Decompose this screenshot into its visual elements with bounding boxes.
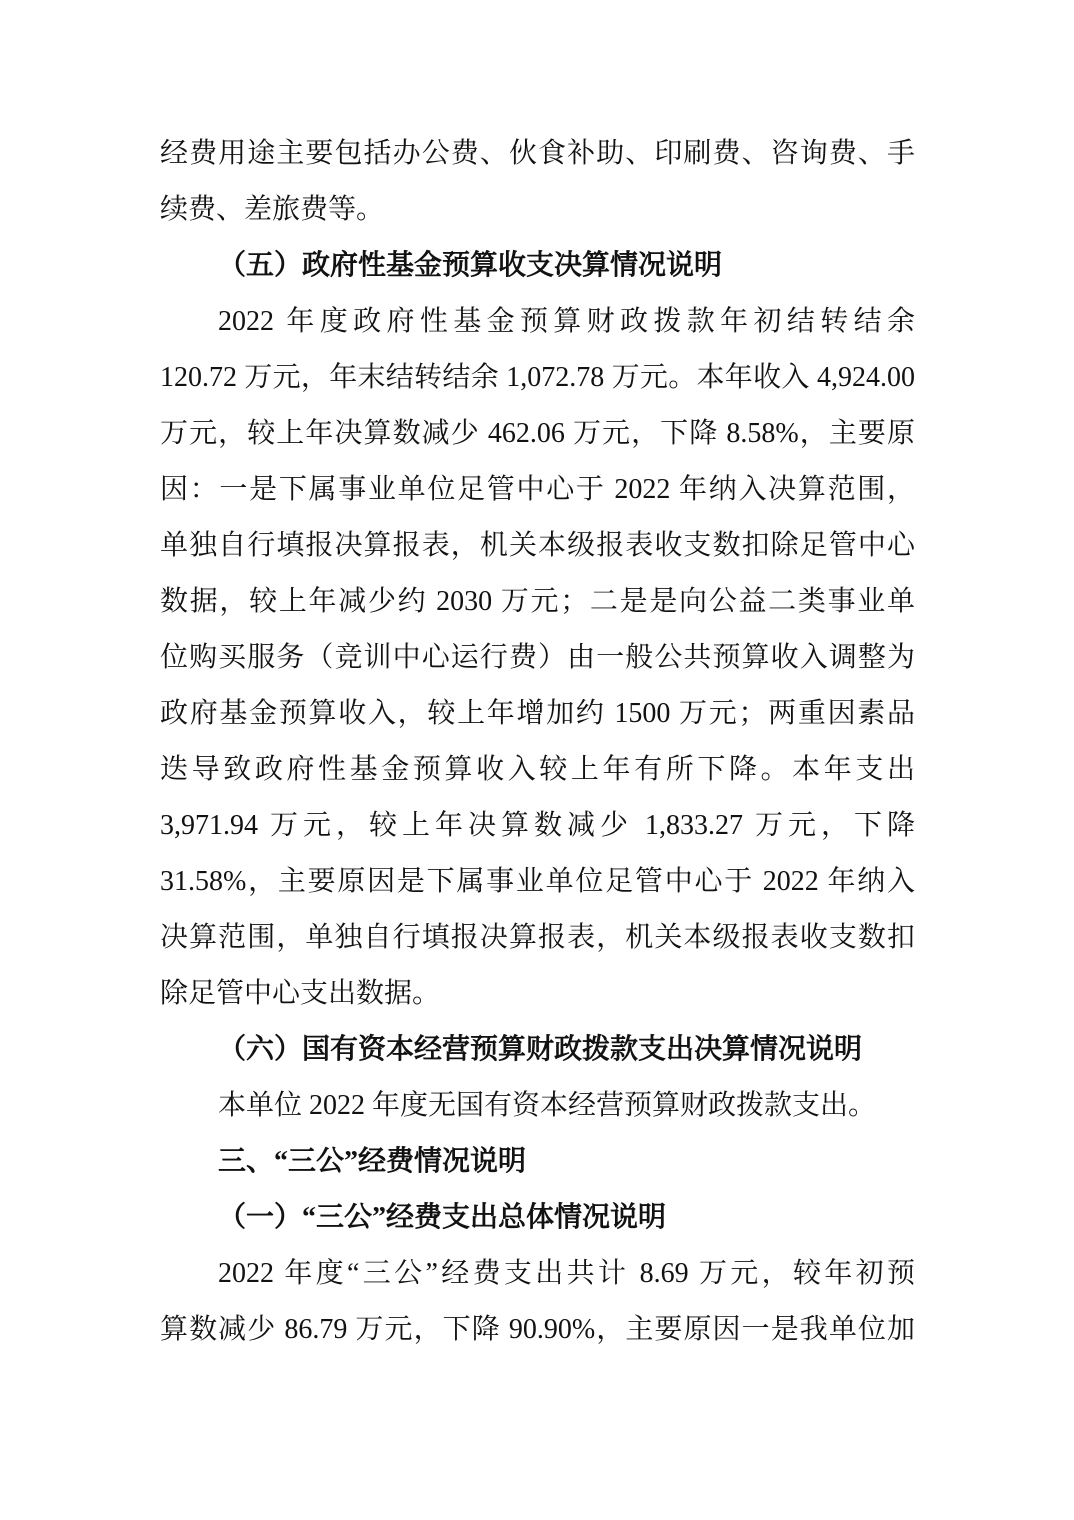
text-line: 算数减少 86.79 万元，下降 90.90%，主要原因一是我单位加 (160, 1314, 915, 1345)
heading-subsection-1: （一）“三公”经费支出总体情况说明 (218, 1202, 667, 1233)
text-line: 120.72 万元，年末结转结余 1,072.78 万元。本年收入 4,924.00 (160, 362, 915, 393)
text-line: 决算范围，单独自行填报决算报表，机关本级报表收支数扣 (160, 922, 915, 953)
text-line: 政府基金预算收入，较上年增加约 1500 万元；两重因素品 (160, 698, 915, 729)
text-line: 数据，较上年减少约 2030 万元；二是是向公益二类事业单 (160, 586, 915, 617)
text-line: 迭导致政府性基金预算收入较上年有所下降。本年支出 (160, 754, 915, 785)
text-line: 经费用途主要包括办公费、伙食补助、印刷费、咨询费、手 (160, 138, 915, 169)
text-line: 2022 年度“三公”经费支出共计 8.69 万元，较年初预 (218, 1258, 915, 1289)
text-line: 本单位 2022 年度无国有资本经营预算财政拨款支出。 (218, 1090, 877, 1121)
heading-section-5: （五）政府性基金预算收支决算情况说明 (218, 250, 723, 281)
heading-section-6: （六）国有资本经营预算财政拨款支出决算情况说明 (218, 1034, 863, 1065)
text-line: 位购买服务（竞训中心运行费）由一般公共预算收入调整为 (160, 642, 915, 673)
text-line: 因：一是下属事业单位足管中心于 2022 年纳入决算范围， (160, 474, 915, 505)
text-line: 31.58%，主要原因是下属事业单位足管中心于 2022 年纳入 (160, 866, 915, 897)
text-line: 2022 年度政府性基金预算财政拨款年初结转结余 (218, 306, 915, 337)
text-line: 续费、差旅费等。 (160, 194, 385, 225)
text-line: 除足管中心支出数据。 (160, 978, 441, 1009)
heading-part-3: 三、“三公”经费情况说明 (218, 1146, 527, 1177)
text-line: 3,971.94 万元，较上年决算数减少 1,833.27 万元，下降 (160, 810, 915, 841)
text-line: 万元，较上年决算数减少 462.06 万元，下降 8.58%，主要原 (160, 418, 915, 449)
text-line: 单独自行填报决算报表，机关本级报表收支数扣除足管中心 (160, 530, 915, 561)
